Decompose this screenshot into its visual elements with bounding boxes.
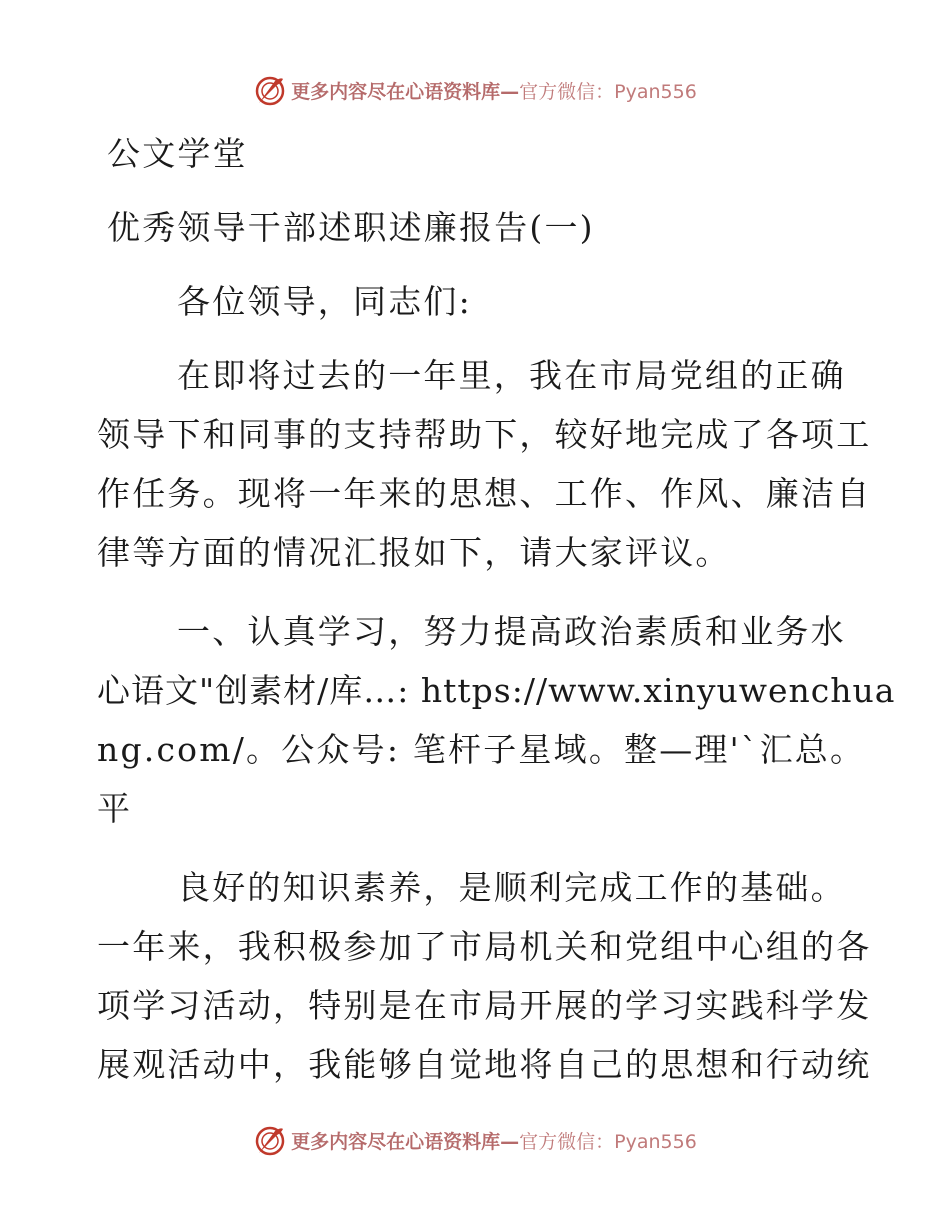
text-line: 展观活动中，我能够自觉地将自己的思想和行动统 (97, 1045, 872, 1084)
section-1 (97, 602, 896, 838)
text-line: 在即将过去的一年里，我在市局党组的正确 (177, 356, 846, 395)
text-line: 心语文"创素材/库…: https://www.xinyuwenchua (97, 671, 896, 710)
document-title: 优秀领导干部述职述廉报告(一) (107, 208, 595, 247)
quill-pen-logo-icon (253, 73, 287, 107)
text-line: 平 (97, 789, 133, 828)
text-line: 一年来，我积极参加了市局机关和党组中心组的各 (97, 927, 872, 966)
paragraph-2 (97, 858, 872, 1094)
text-line: 作任务。现将一年来的思想、工作、作风、廉洁自 (97, 474, 872, 513)
text-line: 项学习活动，特别是在市局开展的学习实践科学发 (97, 986, 872, 1025)
text-line: 领导下和同事的支持帮助下，较好地完成了各项工 (97, 415, 872, 454)
document-heading: 公文学堂 (107, 134, 248, 173)
banner-wechat: 官方微信：Pyan556 (519, 1130, 697, 1153)
text-line: 一、认真学习，努力提高政治素质和业务水 (177, 612, 846, 651)
banner-text: 更多内容尽在心语资料库—官方微信：Pyan556 (291, 80, 697, 103)
document-body (97, 124, 896, 1094)
text-line: ng.com/。公众号: 笔杆子星域。整—理'`汇总。 (97, 730, 866, 769)
text-line: 良好的知识素养，是顺利完成工作的基础。 (177, 868, 846, 907)
footer-watermark-banner (0, 1120, 950, 1160)
salutation: 各位领导，同志们: (177, 282, 472, 321)
quill-pen-logo-icon (253, 1123, 287, 1157)
text-line: 律等方面的情况汇报如下，请大家评议。 (97, 533, 731, 572)
paragraph-1 (97, 346, 872, 582)
banner-text: 更多内容尽在心语资料库—官方微信：Pyan556 (291, 1130, 697, 1153)
banner-wechat: 官方微信：Pyan556 (519, 80, 697, 103)
header-watermark-banner (0, 70, 950, 110)
